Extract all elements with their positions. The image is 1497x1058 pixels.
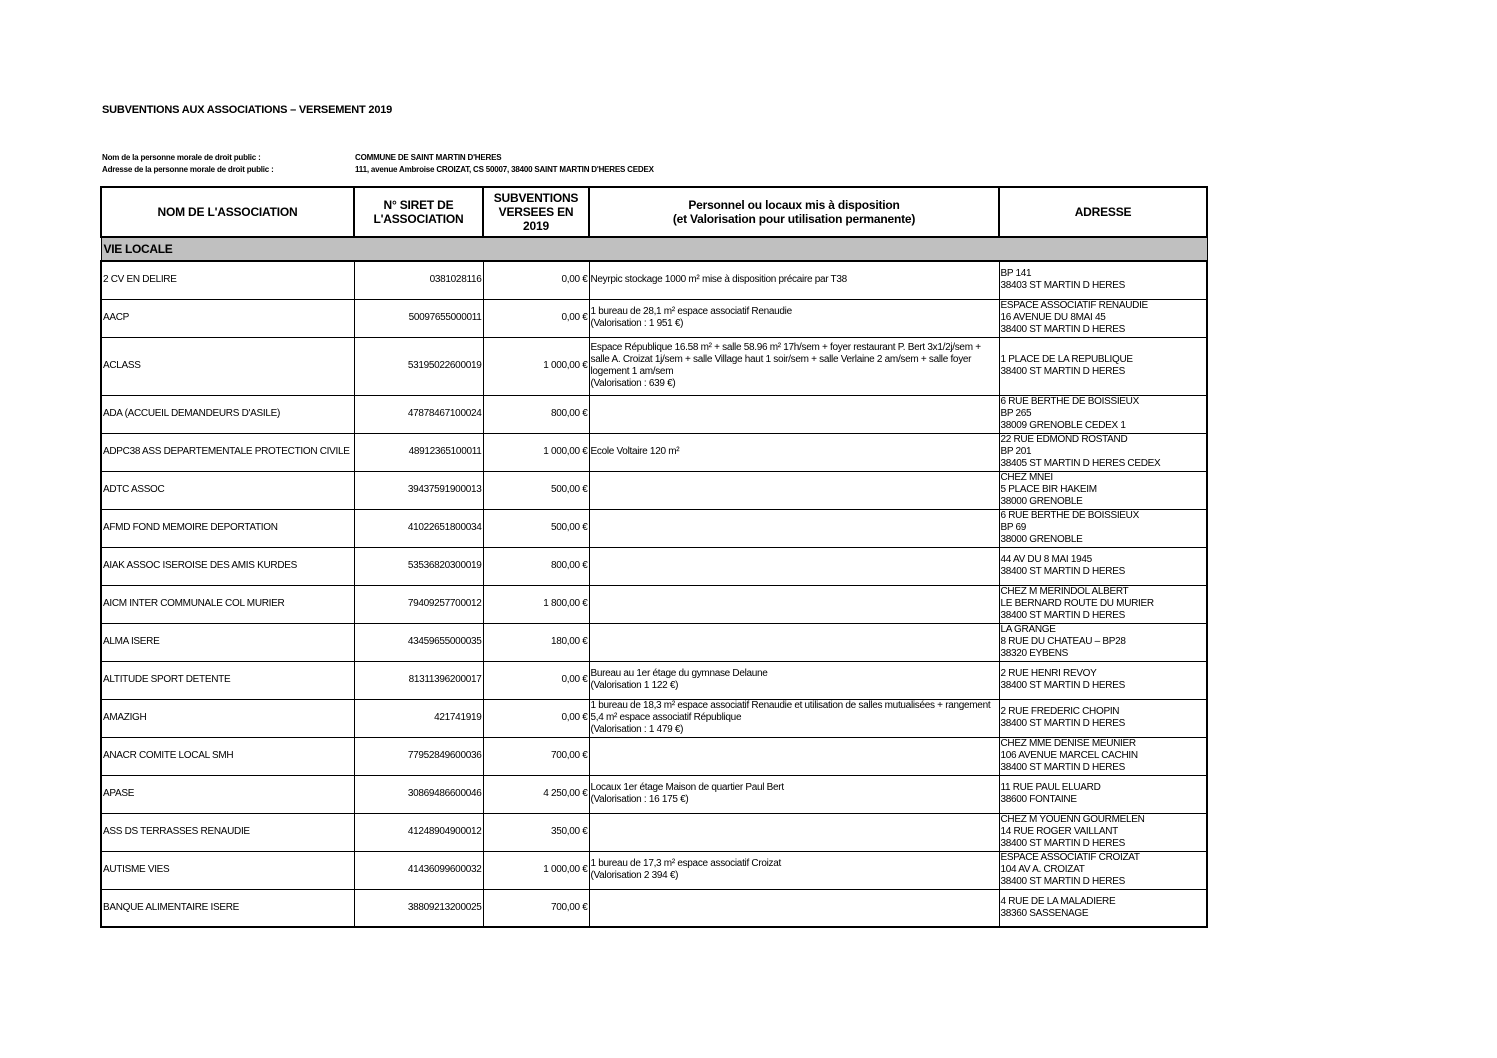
table-row	[101, 261, 1207, 299]
table-row	[101, 547, 1207, 585]
cell-subvention-amount: 500,00 €	[483, 471, 589, 509]
cell-association-name: AACP	[101, 299, 354, 337]
cell-association-name: ADPC38 ASS DEPARTEMENTALE PROTECTION CIVILE	[101, 433, 354, 471]
cell-association-name: ADTC ASSOC	[101, 471, 354, 509]
cell-address: 6 RUE BERTHE DE BOISSIEUX BP 69 38000 GRENOBLE	[999, 509, 1207, 547]
cell-siret: 38809213200025	[354, 889, 483, 927]
header-subvention: SUBVENTIONS VERSEES EN 2019	[483, 187, 589, 237]
meta-value-address: 111, avenue Ambroise CROIZAT, CS 50007, 38400 SAINT MARTIN D'HERES CEDEX	[355, 165, 654, 174]
meta-value-name: COMMUNE DE SAINT MARTIN D'HERES	[355, 153, 502, 162]
cell-address: 2 RUE FREDERIC CHOPIN 38400 ST MARTIN D HERES	[999, 699, 1207, 737]
cell-siret: 77952849600036	[354, 737, 483, 775]
cell-subvention-amount: 1 000,00 €	[483, 337, 589, 395]
cell-association-name: ALMA ISERE	[101, 623, 354, 661]
cell-association-name: AIAK ASSOC ISEROISE DES AMIS KURDES	[101, 547, 354, 585]
cell-address: ESPACE ASSOCIATIF RENAUDIE 16 AVENUE DU 8MAI 45 38400 ST MARTIN D HERES	[999, 299, 1207, 337]
cell-association-name: APASE	[101, 775, 354, 813]
cell-subvention-amount: 1 000,00 €	[483, 851, 589, 889]
cell-siret: 47878467100024	[354, 395, 483, 433]
cell-subvention-amount: 180,00 €	[483, 623, 589, 661]
cell-subvention-amount: 0,00 €	[483, 699, 589, 737]
cell-personnel	[589, 889, 999, 927]
table-row	[101, 737, 1207, 775]
cell-subvention-amount: 800,00 €	[483, 547, 589, 585]
cell-address: 11 RUE PAUL ELUARD 38600 FONTAINE	[999, 775, 1207, 813]
section-label: VIE LOCALE	[101, 237, 1207, 261]
cell-address: ESPACE ASSOCIATIF CROIZAT 104 AV A. CROIZAT 38400 ST MARTIN D HERES	[999, 851, 1207, 889]
table-header-row	[101, 187, 1207, 237]
table-row	[101, 775, 1207, 813]
cell-subvention-amount: 350,00 €	[483, 813, 589, 851]
cell-personnel	[589, 547, 999, 585]
cell-association-name: AUTISME VIES	[101, 851, 354, 889]
table-row	[101, 813, 1207, 851]
cell-siret: 53195022600019	[354, 337, 483, 395]
table-row	[101, 337, 1207, 395]
cell-siret: 41248904900012	[354, 813, 483, 851]
cell-address: 4 RUE DE LA MALADIERE 38360 SASSENAGE	[999, 889, 1207, 927]
cell-association-name: AICM INTER COMMUNALE COL MURIER	[101, 585, 354, 623]
cell-personnel: Espace République 16.58 m² + salle 58.96 m² 17h/sem + foyer restaurant P. Bert 3x1/2j/sem + salle A. Croizat 1j/sem + salle Village haut 1 soir/sem + salle Verlaine 2 am/sem + salle foyer logement 1 am/sem (Valorisation : 639 €)	[589, 337, 999, 395]
table-row	[101, 661, 1207, 699]
cell-subvention-amount: 500,00 €	[483, 509, 589, 547]
cell-subvention-amount: 800,00 €	[483, 395, 589, 433]
cell-personnel	[589, 509, 999, 547]
cell-siret: 79409257700012	[354, 585, 483, 623]
table-row	[101, 471, 1207, 509]
table-row	[101, 509, 1207, 547]
cell-personnel: 1 bureau de 18,3 m² espace associatif Renaudie et utilisation de salles mutualisées + rangement 5,4 m² espace associatif République (Valorisation : 1 479 €)	[589, 699, 999, 737]
header-personnel	[589, 187, 999, 237]
section-row	[101, 237, 1207, 261]
cell-siret: 41436099600032	[354, 851, 483, 889]
cell-association-name: AMAZIGH	[101, 699, 354, 737]
header-siret: N° SIRET DE L'ASSOCIATION	[354, 187, 483, 237]
cell-siret: 41022651800034	[354, 509, 483, 547]
cell-address: BP 141 38403 ST MARTIN D HERES	[999, 261, 1207, 299]
header-personnel-line2: (et Valorisation pour utilisation permanente)	[672, 212, 916, 226]
cell-siret: 48912365100011	[354, 433, 483, 471]
cell-address: 6 RUE BERTHE DE BOISSIEUX BP 265 38009 GRENOBLE CEDEX 1	[999, 395, 1207, 433]
table-row	[101, 851, 1207, 889]
cell-association-name: ADA (ACCUEIL DEMANDEURS D'ASILE)	[101, 395, 354, 433]
header-name: NOM DE L'ASSOCIATION	[101, 187, 354, 237]
cell-address: 2 RUE HENRI REVOY 38400 ST MARTIN D HERES	[999, 661, 1207, 699]
cell-siret: 53536820300019	[354, 547, 483, 585]
cell-personnel	[589, 623, 999, 661]
cell-association-name: ALTITUDE SPORT DETENTE	[101, 661, 354, 699]
cell-personnel: Ecole Voltaire 120 m²	[589, 433, 999, 471]
cell-personnel	[589, 737, 999, 775]
cell-personnel	[589, 395, 999, 433]
cell-address: 1 PLACE DE LA REPUBLIQUE 38400 ST MARTIN D HERES	[999, 337, 1207, 395]
table-row	[101, 395, 1207, 433]
cell-address: 22 RUE EDMOND ROSTAND BP 201 38405 ST MARTIN D HERES CEDEX	[999, 433, 1207, 471]
cell-address: LA GRANGE 8 RUE DU CHATEAU – BP28 38320 EYBENS	[999, 623, 1207, 661]
cell-personnel: Neyrpic stockage 1000 m² mise à disposition précaire par T38	[589, 261, 999, 299]
cell-personnel	[589, 585, 999, 623]
cell-address: CHEZ M MERINDOL ALBERT LE BERNARD ROUTE DU MURIER 38400 ST MARTIN D HERES	[999, 585, 1207, 623]
cell-personnel	[589, 471, 999, 509]
table-row	[101, 433, 1207, 471]
cell-personnel: 1 bureau de 28,1 m² espace associatif Renaudie (Valorisation : 1 951 €)	[589, 299, 999, 337]
cell-association-name: ANACR COMITE LOCAL SMH	[101, 737, 354, 775]
cell-association-name: ASS DS TERRASSES RENAUDIE	[101, 813, 354, 851]
cell-association-name: ACLASS	[101, 337, 354, 395]
cell-address: CHEZ M YOUENN GOURMELEN 14 RUE ROGER VAILLANT 38400 ST MARTIN D HERES	[999, 813, 1207, 851]
cell-personnel: Bureau au 1er étage du gymnase Delaune (Valorisation 1 122 €)	[589, 661, 999, 699]
table-row	[101, 299, 1207, 337]
table-row	[101, 585, 1207, 623]
cell-personnel: 1 bureau de 17,3 m² espace associatif Croizat (Valorisation 2 394 €)	[589, 851, 999, 889]
cell-siret: 50097655000011	[354, 299, 483, 337]
cell-personnel	[589, 813, 999, 851]
cell-siret: 421741919	[354, 699, 483, 737]
cell-subvention-amount: 700,00 €	[483, 889, 589, 927]
cell-association-name: BANQUE ALIMENTAIRE ISERE	[101, 889, 354, 927]
table-row	[101, 699, 1207, 737]
header-personnel-line1: Personnel ou locaux mis à disposition	[688, 198, 900, 212]
cell-siret: 0381028116	[354, 261, 483, 299]
cell-address: 44 AV DU 8 MAI 1945 38400 ST MARTIN D HERES	[999, 547, 1207, 585]
cell-subvention-amount: 1 800,00 €	[483, 585, 589, 623]
table-row	[101, 623, 1207, 661]
cell-subvention-amount: 700,00 €	[483, 737, 589, 775]
cell-personnel: Locaux 1er étage Maison de quartier Paul Bert (Valorisation : 16 175 €)	[589, 775, 999, 813]
meta-label-name: Nom de la personne morale de droit public :	[102, 153, 261, 162]
page-title: SUBVENTIONS AUX ASSOCIATIONS – VERSEMENT 2019	[102, 104, 393, 116]
cell-siret: 39437591900013	[354, 471, 483, 509]
cell-subvention-amount: 0,00 €	[483, 261, 589, 299]
cell-siret: 81311396200017	[354, 661, 483, 699]
cell-siret: 30869486600046	[354, 775, 483, 813]
cell-address: CHEZ MNEI 5 PLACE BIR HAKEIM 38000 GRENOBLE	[999, 471, 1207, 509]
cell-address: CHEZ MME DENISE MEUNIER 106 AVENUE MARCEL CACHIN 38400 ST MARTIN D HERES	[999, 737, 1207, 775]
cell-subvention-amount: 1 000,00 €	[483, 433, 589, 471]
cell-siret: 43459655000035	[354, 623, 483, 661]
subventions-table	[100, 186, 1208, 928]
cell-subvention-amount: 0,00 €	[483, 661, 589, 699]
cell-association-name: 2 CV EN DELIRE	[101, 261, 354, 299]
cell-association-name: AFMD FOND MEMOIRE DEPORTATION	[101, 509, 354, 547]
table-row	[101, 889, 1207, 927]
header-address: ADRESSE	[999, 187, 1207, 237]
cell-subvention-amount: 4 250,00 €	[483, 775, 589, 813]
meta-label-address: Adresse de la personne morale de droit public :	[102, 165, 274, 174]
cell-subvention-amount: 0,00 €	[483, 299, 589, 337]
